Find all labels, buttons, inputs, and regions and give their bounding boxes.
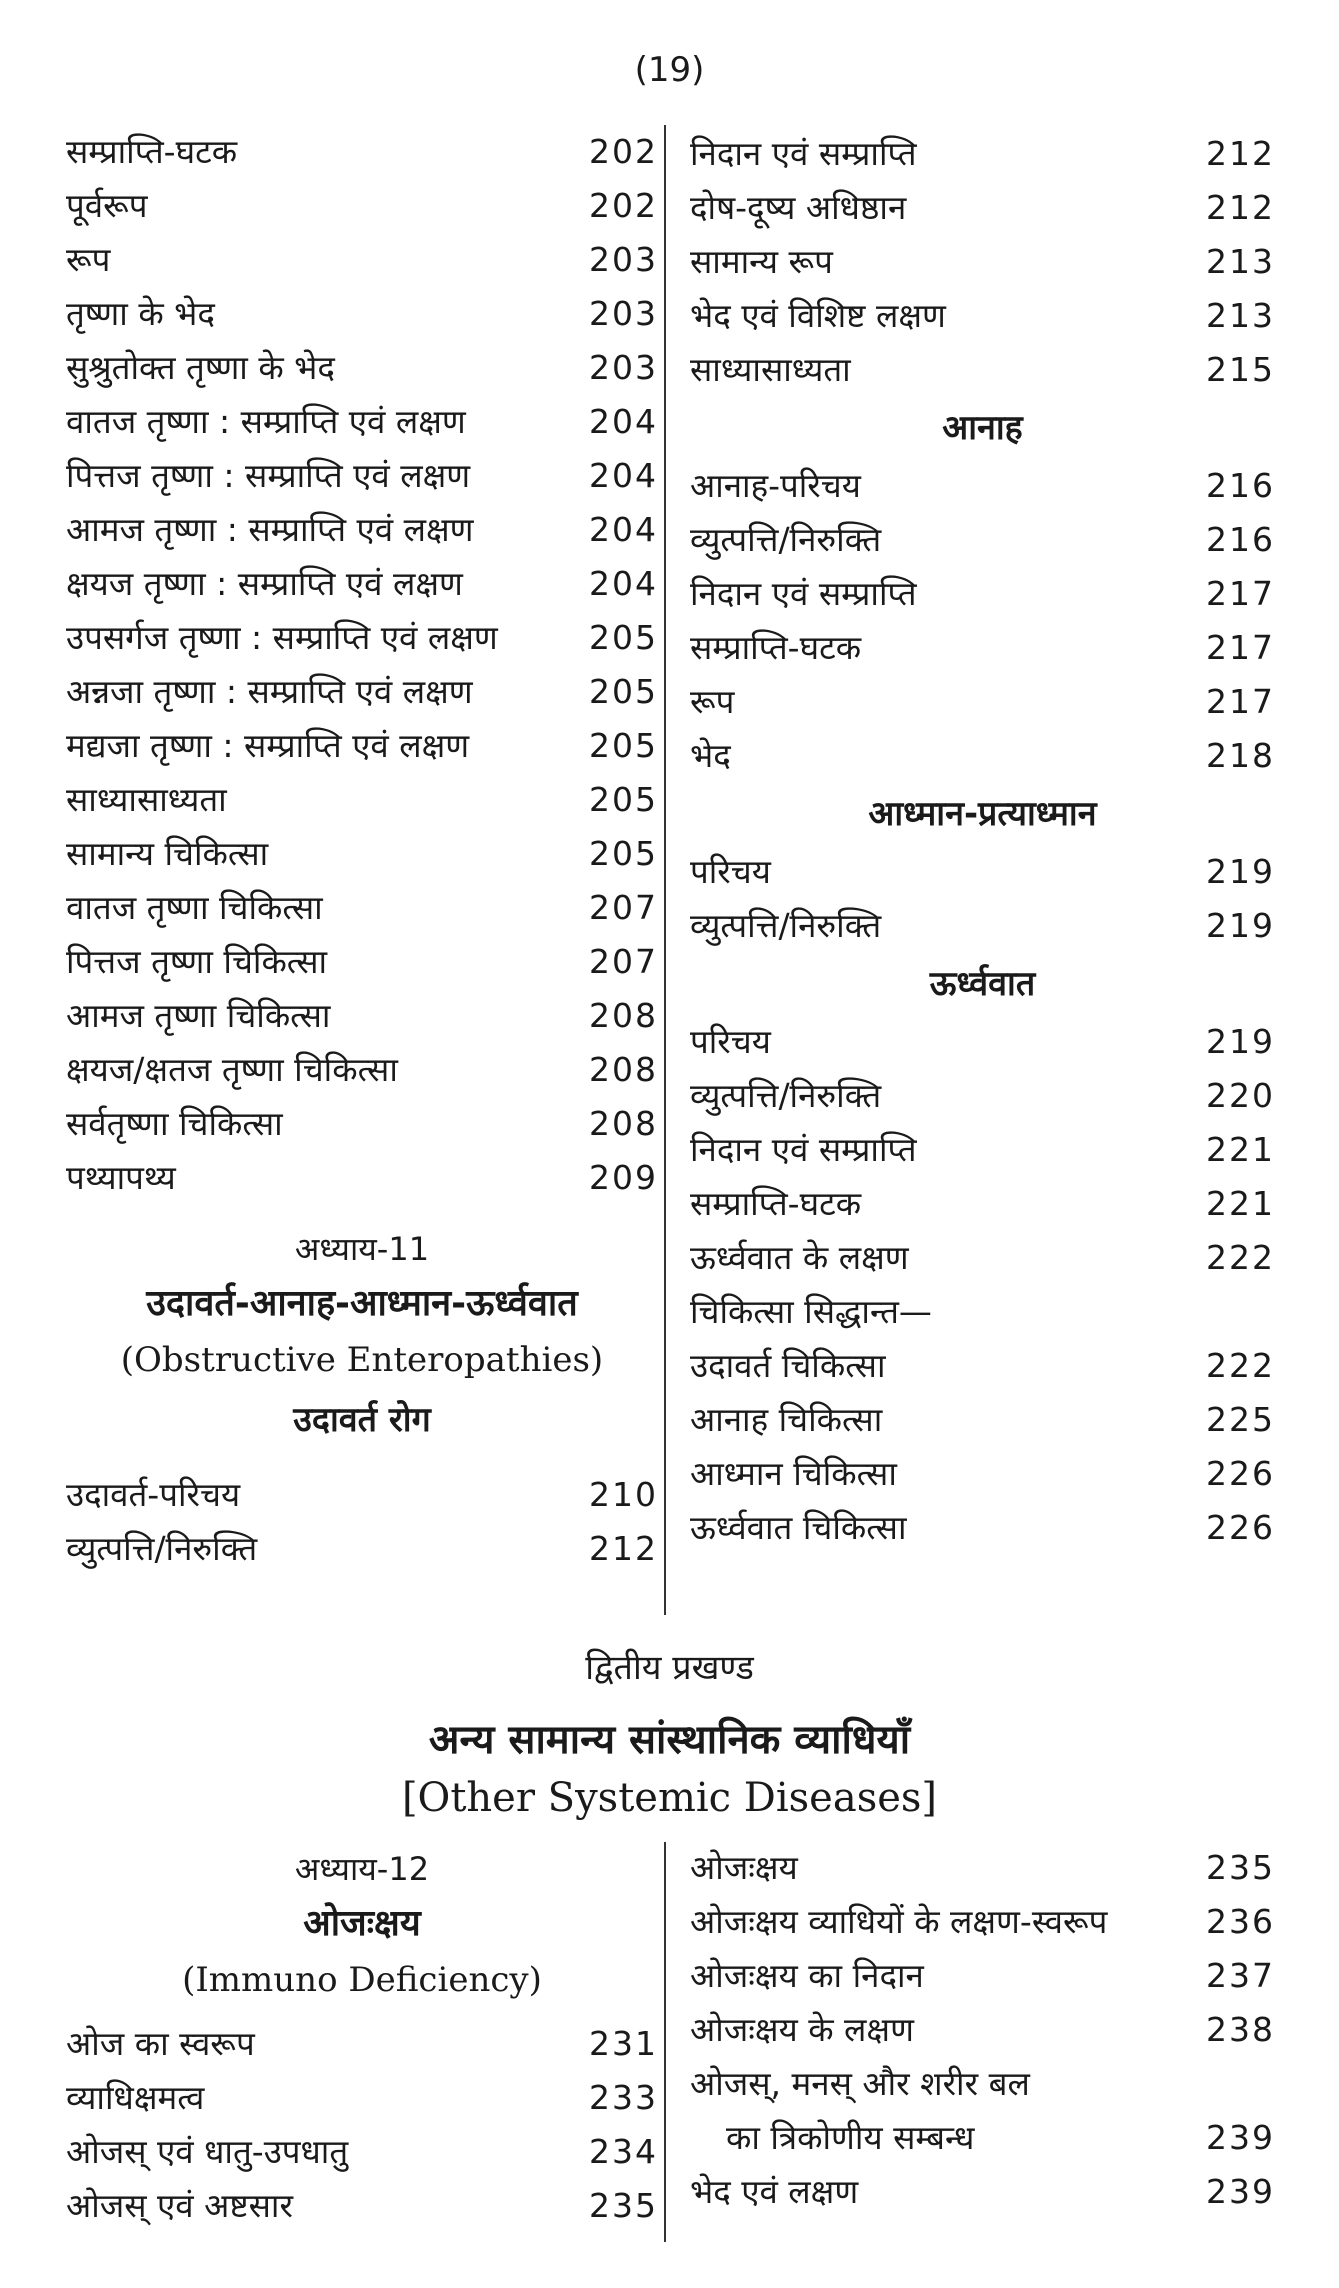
entry-label: निदान एवं सम्प्राप्ति bbox=[690, 574, 917, 613]
entry-page: 215 bbox=[1206, 350, 1275, 389]
toc-entry[interactable] bbox=[690, 1069, 1275, 1123]
toc-entry[interactable] bbox=[690, 513, 1275, 567]
toc-entry[interactable] bbox=[690, 567, 1275, 621]
entry-page: 213 bbox=[1206, 296, 1275, 335]
toc-entry[interactable] bbox=[690, 621, 1275, 675]
entry-label: सम्प्राप्ति-घटक bbox=[66, 132, 238, 171]
entry-page: 208 bbox=[589, 1050, 658, 1089]
toc-entry[interactable] bbox=[66, 1468, 658, 1522]
entry-page: 204 bbox=[589, 564, 658, 603]
entry-label: वातज तृष्णा चिकित्सा bbox=[66, 888, 323, 927]
toc-entry[interactable] bbox=[690, 1285, 1275, 1339]
toc-entry[interactable] bbox=[66, 1043, 658, 1097]
toc-entry[interactable] bbox=[66, 395, 658, 449]
entry-label: ओजःक्षय का निदान bbox=[690, 1956, 924, 1995]
bottom-left-column bbox=[66, 2017, 658, 2233]
entry-label: ओजःक्षय bbox=[690, 1848, 798, 1887]
entry-page: 226 bbox=[1206, 1508, 1275, 1547]
toc-entry[interactable] bbox=[66, 179, 658, 233]
entry-label: ओजस्, मनस् और शरीर बल bbox=[690, 2064, 1030, 2103]
entry-label: चिकित्सा सिद्धान्त— bbox=[690, 1292, 932, 1331]
entry-label: आमज तृष्णा चिकित्सा bbox=[66, 996, 331, 1035]
entry-label: तृष्णा के भेद bbox=[66, 294, 215, 333]
entry-page: 205 bbox=[589, 672, 658, 711]
entry-label: भेद एवं लक्षण bbox=[690, 2172, 859, 2211]
toc-entry[interactable] bbox=[690, 181, 1275, 235]
toc-entry[interactable] bbox=[66, 287, 658, 341]
entry-label: साध्यासाध्यता bbox=[66, 780, 227, 819]
toc-entry[interactable] bbox=[690, 2111, 1275, 2165]
entry-label: उदावर्त चिकित्सा bbox=[690, 1346, 886, 1385]
chapter-subheading: उदावर्त रोग bbox=[293, 1400, 431, 1440]
entry-label: ऊर्ध्ववात चिकित्सा bbox=[690, 1508, 907, 1547]
toc-entry[interactable] bbox=[66, 611, 658, 665]
toc-entry[interactable] bbox=[66, 125, 658, 179]
entry-label: सामान्य चिकित्सा bbox=[66, 834, 269, 873]
toc-entry[interactable] bbox=[66, 341, 658, 395]
entry-page: 203 bbox=[589, 348, 658, 387]
entry-page: 219 bbox=[1206, 906, 1275, 945]
entry-page: 233 bbox=[589, 2078, 658, 2117]
toc-entry[interactable] bbox=[690, 2057, 1275, 2111]
toc-list-top-left bbox=[66, 125, 658, 1205]
entry-label: परिचय bbox=[690, 1022, 771, 1061]
toc-entry[interactable] bbox=[690, 1015, 1275, 1069]
entry-label: ओजस् एवं अष्टसार bbox=[66, 2186, 293, 2225]
entry-label: भेद एवं विशिष्ट लक्षण bbox=[690, 296, 946, 335]
entry-page: 238 bbox=[1206, 2010, 1275, 2049]
toc-entry[interactable] bbox=[690, 675, 1275, 729]
toc-entry[interactable] bbox=[66, 719, 658, 773]
entry-label: क्षयज तृष्णा : सम्प्राप्ति एवं लक्षण bbox=[66, 564, 463, 603]
entry-page: 208 bbox=[589, 996, 658, 1035]
entry-page: 239 bbox=[1206, 2172, 1275, 2211]
entry-page: 205 bbox=[589, 726, 658, 765]
entry-page: 222 bbox=[1206, 1238, 1275, 1277]
entry-page: 217 bbox=[1206, 574, 1275, 613]
entry-page: 219 bbox=[1206, 1022, 1275, 1061]
toc-entry[interactable] bbox=[690, 1841, 1275, 1895]
toc-entry[interactable] bbox=[66, 233, 658, 287]
entry-page: 237 bbox=[1206, 1956, 1275, 1995]
entry-page: 212 bbox=[589, 1529, 658, 1568]
toc-entry[interactable] bbox=[66, 1151, 658, 1205]
toc-entry[interactable] bbox=[66, 2071, 658, 2125]
entry-page: 235 bbox=[1206, 1848, 1275, 1887]
entry-label: पूर्वरूप bbox=[66, 186, 148, 225]
toc-entry[interactable] bbox=[690, 127, 1275, 181]
section-heading-adhman: आध्मान-प्रत्याध्मान bbox=[868, 794, 1097, 834]
entry-label: मद्यजा तृष्णा : सम्प्राप्ति एवं लक्षण bbox=[66, 726, 470, 765]
entry-page: 219 bbox=[1206, 852, 1275, 891]
entry-label: वातज तृष्णा : सम्प्राप्ति एवं लक्षण bbox=[66, 402, 466, 441]
entry-label: अन्नजा तृष्णा : सम्प्राप्ति एवं लक्षण bbox=[66, 672, 473, 711]
entry-page: 208 bbox=[589, 1104, 658, 1143]
entry-label: आनाह चिकित्सा bbox=[690, 1400, 883, 1439]
entry-page: 202 bbox=[589, 186, 658, 225]
entry-label: ऊर्ध्ववात के लक्षण bbox=[690, 1238, 909, 1277]
toc-entry[interactable] bbox=[690, 289, 1275, 343]
toc-entry[interactable] bbox=[690, 2003, 1275, 2057]
entry-page: 231 bbox=[589, 2024, 658, 2063]
entry-page: 226 bbox=[1206, 1454, 1275, 1493]
entry-label: पित्तज तृष्णा चिकित्सा bbox=[66, 942, 328, 981]
entry-page: 204 bbox=[589, 456, 658, 495]
entry-label: निदान एवं सम्प्राप्ति bbox=[690, 134, 917, 173]
part-english-title: [Other Systemic Diseases] bbox=[401, 1775, 938, 1821]
entry-page: 217 bbox=[1206, 682, 1275, 721]
entry-label: व्याधिक्षमत्व bbox=[66, 2078, 205, 2117]
entry-label: ओजःक्षय के लक्षण bbox=[690, 2010, 914, 2049]
toc-entry[interactable] bbox=[66, 1097, 658, 1151]
entry-page: 221 bbox=[1206, 1130, 1275, 1169]
entry-page: 220 bbox=[1206, 1076, 1275, 1115]
entry-page: 212 bbox=[1206, 134, 1275, 173]
entry-label: परिचय bbox=[690, 852, 771, 891]
entry-label: सम्प्राप्ति-घटक bbox=[690, 1184, 862, 1223]
toc-entry[interactable] bbox=[66, 2017, 658, 2071]
chapter-11-entries bbox=[66, 1468, 658, 1576]
entry-page: 216 bbox=[1206, 466, 1275, 505]
toc-entry[interactable] bbox=[66, 503, 658, 557]
entry-label: उपसर्गज तृष्णा : सम्प्राप्ति एवं लक्षण bbox=[66, 618, 498, 657]
chapter-title: ओजःक्षय bbox=[303, 1903, 421, 1944]
entry-page: 216 bbox=[1206, 520, 1275, 559]
toc-entry[interactable] bbox=[690, 2165, 1275, 2219]
toc-entry[interactable] bbox=[66, 1522, 658, 1576]
entry-page: 210 bbox=[589, 1475, 658, 1514]
toc-entry[interactable] bbox=[690, 1895, 1275, 1949]
entry-label: आनाह-परिचय bbox=[690, 466, 861, 505]
chapter-number: अध्याय-12 bbox=[294, 1850, 430, 1888]
entry-page: 225 bbox=[1206, 1400, 1275, 1439]
toc-entry[interactable] bbox=[690, 1231, 1275, 1285]
entry-label: व्युत्पत्ति/निरुक्ति bbox=[690, 520, 882, 559]
entry-page: 234 bbox=[589, 2132, 658, 2171]
entry-page: 205 bbox=[589, 834, 658, 873]
entry-label: ओजस् एवं धातु-उपधातु bbox=[66, 2132, 349, 2171]
entry-label: ओज का स्वरूप bbox=[66, 2024, 255, 2063]
entry-label: पित्तज तृष्णा : सम्प्राप्ति एवं लक्षण bbox=[66, 456, 471, 495]
toc-entry[interactable] bbox=[66, 557, 658, 611]
entry-page: 236 bbox=[1206, 1902, 1275, 1941]
top-left-column bbox=[66, 125, 658, 1205]
toc-entry[interactable] bbox=[690, 1447, 1275, 1501]
toc-entry[interactable] bbox=[66, 2179, 658, 2233]
toc-entry[interactable] bbox=[690, 459, 1275, 513]
entry-page: 209 bbox=[589, 1158, 658, 1197]
page-number: (19) bbox=[634, 50, 705, 90]
toc-entry[interactable] bbox=[690, 1123, 1275, 1177]
entry-label: रूप bbox=[66, 240, 111, 279]
chapter-title: उदावर्त-आनाह-आध्मान-ऊर्ध्ववात bbox=[146, 1283, 578, 1324]
toc-entry[interactable] bbox=[690, 729, 1275, 783]
toc-entry[interactable] bbox=[66, 449, 658, 503]
chapter-english-title: (Obstructive Enteropathies) bbox=[120, 1340, 604, 1380]
entry-label: सामान्य रूप bbox=[690, 242, 833, 281]
top-right-column bbox=[690, 127, 1275, 1555]
entry-label: व्युत्पत्ति/निरुक्ति bbox=[690, 906, 882, 945]
toc-entry[interactable] bbox=[66, 989, 658, 1043]
toc-entry[interactable] bbox=[690, 845, 1275, 899]
toc-entry[interactable] bbox=[66, 2125, 658, 2179]
entry-page: 204 bbox=[589, 510, 658, 549]
entry-page: 217 bbox=[1206, 628, 1275, 667]
toc-entry[interactable] bbox=[690, 1501, 1275, 1555]
section-heading-anah: आनाह bbox=[942, 408, 1023, 448]
part-label: द्वितीय प्रखण्ड bbox=[585, 1648, 754, 1688]
toc-entry[interactable] bbox=[690, 1949, 1275, 2003]
toc-entry[interactable] bbox=[66, 665, 658, 719]
entry-label: सम्प्राप्ति-घटक bbox=[690, 628, 862, 667]
column-divider-top bbox=[664, 125, 666, 1615]
entry-page: 202 bbox=[589, 132, 658, 171]
part-title: अन्य सामान्य सांस्थानिक व्याधियाँ bbox=[428, 1717, 911, 1763]
entry-page: 203 bbox=[589, 294, 658, 333]
entry-label: उदावर्त-परिचय bbox=[66, 1475, 241, 1514]
entry-label: भेद bbox=[690, 736, 731, 775]
toc-entry[interactable] bbox=[66, 881, 658, 935]
entry-page: 221 bbox=[1206, 1184, 1275, 1223]
column-divider-bottom bbox=[664, 1842, 666, 2242]
chapter-12-heading bbox=[66, 1842, 658, 2008]
entry-page: 235 bbox=[589, 2186, 658, 2225]
entry-page: 204 bbox=[589, 402, 658, 441]
toc-entry[interactable] bbox=[66, 827, 658, 881]
chapter-english-title: (Immuno Deficiency) bbox=[182, 1960, 542, 2000]
entry-page: 207 bbox=[589, 942, 658, 981]
entry-label: आध्मान चिकित्सा bbox=[690, 1454, 897, 1493]
toc-entry[interactable] bbox=[690, 235, 1275, 289]
entry-label: ओजःक्षय व्याधियों के लक्षण-स्वरूप bbox=[690, 1902, 1108, 1941]
toc-entry[interactable] bbox=[690, 899, 1275, 953]
entry-label: व्युत्पत्ति/निरुक्ति bbox=[66, 1529, 258, 1568]
entry-page: 213 bbox=[1206, 242, 1275, 281]
entry-label: का त्रिकोणीय सम्बन्ध bbox=[726, 2118, 975, 2157]
section-heading-urdhvavat: ऊर्ध्ववात bbox=[929, 964, 1036, 1004]
entry-page: 212 bbox=[1206, 188, 1275, 227]
entry-label: सर्वतृष्णा चिकित्सा bbox=[66, 1104, 283, 1143]
entry-label: साध्यासाध्यता bbox=[690, 350, 851, 389]
entry-page: 205 bbox=[589, 780, 658, 819]
entry-page: 205 bbox=[589, 618, 658, 657]
toc-entry[interactable] bbox=[690, 1393, 1275, 1447]
entry-page: 207 bbox=[589, 888, 658, 927]
entry-page: 222 bbox=[1206, 1346, 1275, 1385]
entry-label: पथ्यापथ्य bbox=[66, 1158, 176, 1197]
chapter-11-heading bbox=[66, 1222, 658, 1452]
toc-entry[interactable] bbox=[66, 935, 658, 989]
entry-page: 218 bbox=[1206, 736, 1275, 775]
entry-label: क्षयज/क्षतज तृष्णा चिकित्सा bbox=[66, 1050, 398, 1089]
toc-entry[interactable] bbox=[690, 1177, 1275, 1231]
entry-label: निदान एवं सम्प्राप्ति bbox=[690, 1130, 917, 1169]
bottom-right-column bbox=[690, 1841, 1275, 2219]
entry-label: दोष-दूष्य अधिष्ठान bbox=[690, 188, 907, 227]
entry-page: 239 bbox=[1206, 2118, 1275, 2157]
toc-entry[interactable] bbox=[690, 343, 1275, 397]
entry-label: व्युत्पत्ति/निरुक्ति bbox=[690, 1076, 882, 1115]
entry-label: रूप bbox=[690, 682, 735, 721]
toc-entry[interactable] bbox=[690, 1339, 1275, 1393]
entry-label: सुश्रुतोक्त तृष्णा के भेद bbox=[66, 348, 335, 387]
entry-page: 203 bbox=[589, 240, 658, 279]
toc-entry[interactable] bbox=[66, 773, 658, 827]
chapter-number: अध्याय-11 bbox=[294, 1230, 430, 1268]
entry-label: आमज तृष्णा : सम्प्राप्ति एवं लक्षण bbox=[66, 510, 474, 549]
